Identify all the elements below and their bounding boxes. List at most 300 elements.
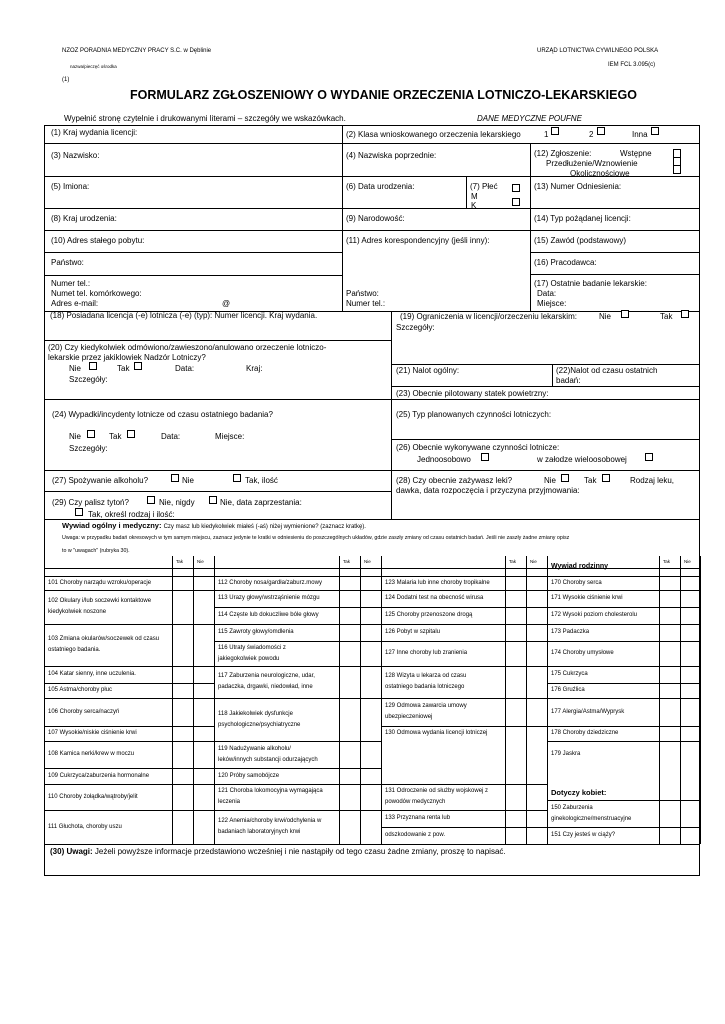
history-item-col2-3 (218, 627, 294, 638)
class2-checkbox[interactable] (597, 127, 605, 135)
licences-held-label: (18) Posiadana licencja (-e) lotnicza (-e) (typ): Numer licencji. Kraj wydania. (50, 311, 318, 320)
history-tak-checkbox[interactable] (660, 801, 679, 826)
country-of-birth-label: (8) Kraj urodzenia: (51, 214, 117, 223)
history-item-text: 112 Choroby nosa/gardła/zaburz.mowy (218, 579, 322, 586)
history-item-col1-1 (48, 596, 151, 618)
history-nie-checkbox[interactable] (681, 801, 700, 826)
history-nie-checkbox[interactable] (194, 625, 213, 665)
tobacco-stopped-checkbox[interactable] (209, 496, 217, 504)
history-item-col4-11 (551, 830, 615, 841)
col4-yes-header: Tak (663, 559, 671, 564)
history-nie-checkbox[interactable] (361, 608, 380, 623)
phone2-label: Numer tel.: (346, 299, 386, 308)
history-nie-checkbox[interactable] (681, 591, 700, 606)
col3-yes-header: Tak (509, 559, 517, 564)
history-item-col2-9 (218, 786, 323, 808)
history-item-text: 107 Wysokie/niskie ciśnienie krwi (48, 730, 137, 736)
instruction-text: Wypełnić stronę czytelnie i drukowanymi literami – szczegóły we wskazówkach. (64, 114, 346, 123)
tobacco-never-label: Nie, nigdy (159, 498, 195, 507)
denied-country-label: Kraj: (246, 364, 263, 373)
history-item-col2-0 (218, 578, 322, 589)
history-tak-checkbox[interactable] (340, 785, 359, 809)
history-nie-checkbox[interactable] (527, 667, 546, 697)
history-tak-checkbox[interactable] (660, 742, 679, 767)
history-item-text: 114 Częste lub dokuczliwe bóle głowy (218, 612, 319, 618)
history-item-col1-9 (48, 792, 138, 803)
medication-no-label: Nie (544, 476, 557, 485)
history-item-col3-10 (385, 830, 445, 841)
col1-no-header: Nie (197, 559, 204, 564)
history-tak-checkbox[interactable] (660, 591, 679, 606)
surname-label: (3) Nazwisko: (51, 151, 100, 160)
history-nie-checkbox[interactable] (194, 667, 213, 682)
history-item-col3-5 (385, 671, 466, 693)
email-label: Adres e-mail: (51, 299, 99, 308)
history-tak-checkbox[interactable] (340, 625, 359, 640)
accidents-yes-checkbox[interactable] (127, 430, 135, 438)
sex-male-label: M (471, 192, 478, 201)
history-item-col4-4 (551, 648, 614, 659)
history-nie-checkbox[interactable] (527, 785, 546, 809)
history-item-col2-8 (218, 771, 279, 782)
tobacco-never-checkbox[interactable] (147, 496, 155, 504)
current-flying-label: (26) Obecnie wykonywane czynności lotnicze: (396, 443, 560, 452)
form-title: FORMULARZ ZGŁOSZENIOWY O WYDANIE ORZECZENIA LOTNICZO-LEKARSKIEGO (130, 88, 637, 102)
history-item-col1-0 (48, 578, 151, 589)
history-note: Uwaga: w przypadku badań okresowych w tym samym miejscu, zaznacz jedynie te kratki w odniesieniu do poszczególnych układów, gdzie zaszły zmiany od czasu ostatnich badań. Jeśli nie zaszły żadne zmiany opisz (62, 535, 570, 541)
flight-time-since-label-2: badań: (556, 376, 581, 385)
application-type-label: (12) Zgłoszenie: (534, 149, 592, 158)
history-item-col3-1 (385, 593, 483, 604)
history-item-col1-8 (48, 771, 149, 782)
history-item-text: 119 Nadużywanie alkoholu/ (218, 745, 291, 752)
history-item-text: padaczka, drgawki, niedowład, inne (218, 684, 313, 690)
limitations-no-checkbox[interactable] (621, 310, 629, 318)
history-tak-checkbox[interactable] (340, 642, 359, 665)
flight-time-since-label: (22)Nalot od czasu ostatnich (556, 366, 658, 375)
history-item-col3-6 (385, 701, 467, 723)
history-item-text: 103 Zmiana okularów/soczewek od czasu (48, 636, 160, 642)
history-item-col4-9 (551, 749, 580, 760)
history-tak-checkbox[interactable] (173, 667, 192, 682)
previous-surnames-label: (4) Nazwiska poprzednie: (346, 151, 437, 160)
aircraft-flown-label: (23) Obecnie pilotowany statek powietrzny: (396, 389, 549, 398)
history-nie-checkbox[interactable] (194, 727, 213, 740)
history-tak-checkbox[interactable] (506, 727, 525, 740)
accidents-label: (24) Wypadki/incydenty lotnicze od czasu ostatniego badania? (52, 410, 273, 419)
women-heading: Dotyczy kobiet: (551, 788, 607, 797)
history-item-col1-2 (48, 634, 159, 656)
col1-yes-header: Tak (176, 559, 184, 564)
history-item-col1-5 (48, 707, 119, 718)
history-item-text: ubezpieczeniowej (385, 714, 433, 720)
history-nie-checkbox[interactable] (361, 811, 380, 843)
date-of-birth-label: (6) Data urodzenia: (346, 182, 415, 191)
authority-name: URZĄD LOTNICTWA CYWILNEGO POLSKA (537, 48, 659, 54)
history-tak-checkbox[interactable] (173, 742, 192, 767)
history-nie-checkbox[interactable] (681, 667, 700, 682)
history-item-text: 113 Urazy głowy/wstrząśnienie mózgu (218, 595, 320, 601)
accidents-no-label: Nie (69, 432, 82, 441)
history-nie-checkbox[interactable] (681, 642, 700, 665)
history-nie-checkbox[interactable] (681, 608, 700, 623)
history-item-col2-7 (218, 744, 318, 766)
history-item-text: 130 Odmowa wydania licencji lotniczej (385, 730, 488, 736)
history-nie-checkbox[interactable] (527, 727, 546, 740)
history-heading: Wywiad ogólny i medyczny: (62, 521, 162, 530)
history-tak-checkbox[interactable] (173, 769, 192, 783)
history-item-col3-9 (385, 813, 450, 824)
history-item-text: 127 Inne choroby lub zranienia (385, 650, 468, 656)
history-nie-checkbox[interactable] (361, 591, 380, 606)
history-item-text: 117 Zaburzenia neurologiczne, udar, (218, 673, 315, 679)
alcohol-no-checkbox[interactable] (171, 474, 179, 482)
history-item-col4-1 (551, 593, 623, 604)
class-other-label: Inna (632, 130, 648, 139)
history-nie-checkbox[interactable] (194, 684, 213, 697)
history-nie-checkbox[interactable] (681, 699, 700, 725)
history-item-col1-10 (48, 822, 122, 833)
history-item-col2-4 (218, 643, 286, 665)
history-item-text: 129 Odmowa zawarcia umowy (385, 703, 467, 709)
tobacco-yes-label: Tak, określ rodzaj i ilość: (88, 510, 175, 519)
history-nie-checkbox[interactable] (361, 625, 380, 640)
page-mark: (1) (62, 77, 70, 83)
history-item-text: 175 Cukrzyca (551, 671, 588, 677)
history-tak-checkbox[interactable] (173, 625, 192, 665)
country-label: Państwo: (51, 258, 84, 267)
history-tak-checkbox[interactable] (660, 684, 679, 697)
col4-no-header: Nie (684, 559, 691, 564)
last-exam-date-label: Data: (537, 289, 557, 298)
sex-label: (7) Płeć (470, 182, 498, 191)
history-nie-checkbox[interactable] (361, 785, 380, 809)
country-of-licence-label: (1) Kraj wydania licencji: (51, 128, 138, 137)
tobacco-yes-checkbox[interactable] (75, 508, 83, 516)
sex-male-checkbox[interactable] (512, 184, 520, 192)
history-note-2: to w "uwagach" (rubryka 30). (62, 548, 130, 554)
medication-no-checkbox[interactable] (561, 474, 569, 482)
history-item-text: 124 Dodatni test na obecność wirusa (385, 595, 484, 601)
history-item-col4-5 (551, 669, 588, 680)
history-item-text: 125 Choroby przenoszone drogą (385, 612, 473, 618)
history-item-text: 118 Jakiekolwiek dysfunkcje (218, 710, 293, 717)
history-item-col1-4 (48, 685, 112, 696)
history-item-text: 126 Pobyt w szpitalu (385, 629, 441, 635)
multi-pilot-label: w załodze wieloosobowej (537, 455, 627, 464)
remarks-number: (30) Uwagi: (50, 847, 93, 856)
history-tak-checkbox[interactable] (340, 699, 359, 740)
last-exam-place-label: Miejsce: (537, 299, 567, 308)
history-item-col4-8 (551, 728, 618, 739)
history-item-text: 170 Choroby serca (551, 579, 602, 586)
class2-label: 2 (589, 130, 594, 139)
history-tak-checkbox[interactable] (506, 699, 525, 725)
history-nie-checkbox[interactable] (527, 828, 546, 843)
total-flight-time-label: (21) Nalot ogólny: (396, 366, 460, 375)
history-item-text: leków/innych substancji odurzających (218, 756, 318, 763)
history-item-col3-3 (385, 627, 440, 638)
history-nie-checkbox[interactable] (194, 785, 213, 809)
history-item-text: 176 Gruźlica (551, 687, 585, 693)
history-tak-checkbox[interactable] (660, 577, 679, 589)
history-item-col3-0 (385, 578, 490, 589)
history-tak-checkbox[interactable] (506, 828, 525, 843)
multi-pilot-checkbox[interactable] (645, 453, 653, 461)
history-item-col2-5 (218, 671, 315, 693)
postal-address-label: (11) Adres korespondencyjny (jeśli inny): (346, 236, 490, 245)
denied-certificate-label-2: lekarskie przez jakiklowiek Nadzór Lotniczy? (48, 353, 206, 362)
reference-number-label: (13) Numer Odniesienia: (534, 182, 622, 191)
history-item-text: 123 Malaria lub inne choroby tropikalne (385, 579, 490, 586)
history-nie-checkbox[interactable] (361, 742, 380, 767)
history-nie-checkbox[interactable] (527, 642, 546, 665)
history-nie-checkbox[interactable] (681, 625, 700, 640)
history-tak-checkbox[interactable] (340, 667, 359, 697)
history-item-text: leczenia (218, 799, 241, 805)
renewal-label: Przedłużenie/Wznowienie (546, 159, 638, 168)
medication-yes-checkbox[interactable] (602, 474, 610, 482)
history-tak-checkbox[interactable] (660, 828, 679, 843)
history-tak-checkbox[interactable] (173, 811, 192, 843)
history-item-col4-6 (551, 685, 585, 696)
accidents-date-label: Data: (161, 432, 181, 441)
history-item-col2-10 (218, 816, 321, 838)
sex-female-label: K (471, 201, 477, 210)
history-item-col3-8 (385, 786, 488, 808)
accidents-details-label: Szczegóły: (69, 444, 108, 453)
history-nie-checkbox[interactable] (361, 577, 380, 589)
history-item-text: 122 Anemia/choroby krwi/odchylenia w (218, 818, 322, 824)
history-tak-checkbox[interactable] (506, 811, 525, 826)
history-item-text: kiedykolwiek noszone (48, 609, 107, 615)
history-tak-checkbox[interactable] (506, 785, 525, 809)
accidents-place-label: Miejsce: (215, 432, 245, 441)
col3-no-header: Nie (530, 559, 537, 564)
certificate-class-label: (2) Klasa wnioskowanego orzeczenia lekarskiego (346, 130, 521, 139)
history-item-text: ostatniego badania lotniczego (385, 684, 465, 690)
denied-no-label: Nie (69, 364, 82, 373)
history-item-text: 106 Choroby serca/naczyń (48, 708, 120, 715)
history-nie-checkbox[interactable] (527, 608, 546, 623)
history-nie-checkbox[interactable] (527, 699, 546, 725)
history-tak-checkbox[interactable] (340, 608, 359, 623)
medication-type-label: Rodzaj leku, (630, 476, 675, 485)
initial-label: Wstępne (620, 149, 652, 158)
limitations-no-label: Nie (599, 312, 612, 321)
accidents-yes-label: Tak (109, 432, 122, 441)
history-item-col2-2 (218, 610, 319, 621)
history-nie-checkbox[interactable] (361, 769, 380, 783)
history-item-text: 108 Kamica nerki/krew w moczu (48, 751, 135, 757)
history-nie-checkbox[interactable] (681, 742, 700, 767)
history-heading-line (62, 521, 366, 530)
history-tak-checkbox[interactable] (506, 625, 525, 640)
history-tak-checkbox[interactable] (660, 727, 679, 740)
history-nie-checkbox[interactable] (361, 642, 380, 665)
clinic-name: NZOZ PORADNIA MEDYCZNY PRACY S.C. w Dęblinie (62, 48, 212, 54)
limitations-label: (19) Ograniczenia w licencji/orzeczeniu lekarskim: (400, 312, 577, 321)
history-item-col2-6 (218, 709, 300, 731)
history-tak-checkbox[interactable] (660, 667, 679, 682)
denied-date-label: Data: (175, 364, 195, 373)
history-tak-checkbox[interactable] (506, 577, 525, 589)
history-item-text: 179 Jaskra (551, 751, 581, 757)
history-heading-note: Czy masz lub kiedykolwiek miałeś (-aś) niżej wymienione? (zaznacz kratkę). (163, 524, 366, 530)
history-tak-checkbox[interactable] (340, 742, 359, 767)
history-item-text: ginekologiczne/menstruacyjne (551, 815, 632, 822)
history-item-text: 150 Zaburzenia (551, 804, 593, 811)
history-item-text: 133 Przyznana renta lub (385, 815, 451, 821)
history-tak-checkbox[interactable] (660, 642, 679, 665)
employer-label: (16) Pracodawca: (534, 258, 597, 267)
medication-label: (28) Czy obecnie zażywasz leki? (396, 476, 513, 485)
limitations-yes-checkbox[interactable] (681, 310, 689, 318)
history-tak-checkbox[interactable] (340, 577, 359, 589)
occasional-label: Okolicznościowe (570, 169, 630, 178)
history-tak-checkbox[interactable] (660, 625, 679, 640)
accidents-no-checkbox[interactable] (87, 430, 95, 438)
history-nie-checkbox[interactable] (527, 625, 546, 640)
history-item-col4-0 (551, 578, 602, 589)
denied-yes-checkbox[interactable] (134, 362, 142, 370)
history-tak-checkbox[interactable] (506, 608, 525, 623)
history-item-text: 128 Wizyta u lekarza od czasu (385, 673, 467, 679)
history-item-col4-7 (551, 707, 624, 718)
denied-yes-label: Tak (117, 364, 130, 373)
history-item-text: 151 Czy jesteś w ciąży? (551, 832, 616, 838)
single-pilot-label: Jednoosobowo (417, 455, 471, 464)
family-history-heading: Wywiad rodzinny (551, 563, 609, 570)
history-nie-checkbox[interactable] (194, 742, 213, 767)
history-item-text: 177 Alergia/Astma/Wyprysk (551, 708, 625, 715)
history-item-text: 115 Zawroty głowy/omdlenia (218, 629, 294, 635)
limitations-details-label: Szczegóły: (396, 323, 435, 332)
medication-yes-label: Tak (584, 476, 597, 485)
history-item-text: 173 Padaczka (551, 629, 590, 635)
history-nie-checkbox[interactable] (527, 811, 546, 826)
history-item-col2-1 (218, 593, 320, 604)
history-item-col4-2 (551, 610, 637, 621)
history-tak-checkbox[interactable] (173, 684, 192, 697)
history-nie-checkbox[interactable] (194, 699, 213, 725)
class-other-checkbox[interactable] (651, 127, 659, 135)
nationality-label: (9) Narodowość: (346, 214, 405, 223)
history-item-text: ostatniego badania. (48, 647, 101, 653)
tobacco-stopped-label: Nie, data zaprzestania: (220, 498, 302, 507)
history-nie-checkbox[interactable] (194, 811, 213, 843)
history-item-text: 109 Cukrzyca/zaburzenia hormonalne (48, 772, 150, 779)
history-item-text: 171 Wysokie ciśnienie krwi (551, 595, 623, 601)
intended-flying-label: (25) Typ planowanych czynności lotniczych: (396, 410, 552, 419)
history-nie-checkbox[interactable] (527, 577, 546, 589)
history-item-col1-6 (48, 728, 137, 739)
history-item-text: psychologiczne/psychiatryczne (218, 721, 301, 728)
history-item-text: powodów medycznych (385, 799, 446, 805)
confidential-label: DANE MEDYCZNE POUFNE (477, 114, 582, 123)
country2-label: Państwo: (346, 289, 379, 298)
history-tak-checkbox[interactable] (173, 727, 192, 740)
single-pilot-checkbox[interactable] (481, 453, 489, 461)
history-item-text: 121 Choroba lokomocyjna wymagająca (218, 788, 323, 794)
tobacco-label: (29) Czy palisz tytoń? (52, 498, 129, 507)
history-nie-checkbox[interactable] (361, 699, 380, 740)
history-item-col3-7 (385, 728, 487, 739)
history-item-text: 131 Odroczenie od służby wojskowej z (385, 788, 489, 794)
form-code: IEM FCL 3.095(c) (608, 62, 656, 68)
history-tak-checkbox[interactable] (340, 591, 359, 606)
history-nie-checkbox[interactable] (681, 828, 700, 843)
denied-details-label: Szczegóły: (69, 375, 108, 384)
history-tak-checkbox[interactable] (340, 769, 359, 783)
history-item-text: 102 Okulary i/lub soczewki kontaktowe (48, 598, 152, 604)
history-tak-checkbox[interactable] (506, 591, 525, 606)
history-item-col3-2 (385, 610, 472, 621)
alcohol-yes-checkbox[interactable] (233, 474, 241, 482)
history-tak-checkbox[interactable] (506, 667, 525, 697)
class1-checkbox[interactable] (551, 127, 559, 135)
history-tak-checkbox[interactable] (173, 785, 192, 809)
history-tak-checkbox[interactable] (173, 577, 192, 589)
history-tak-checkbox[interactable] (660, 699, 679, 725)
alcohol-label: (27) Spożywanie alkoholu? (52, 476, 149, 485)
occasional-checkbox[interactable] (673, 165, 681, 174)
history-nie-checkbox[interactable] (194, 769, 213, 783)
history-tak-checkbox[interactable] (173, 591, 192, 623)
at-sign: @ (222, 299, 231, 308)
history-item-text: 172 Wysoki poziom cholesterolu (551, 612, 637, 618)
history-nie-checkbox[interactable] (194, 577, 213, 589)
class1-label: 1 (544, 130, 549, 139)
history-tak-checkbox[interactable] (340, 811, 359, 843)
history-nie-checkbox[interactable] (527, 591, 546, 606)
history-nie-checkbox[interactable] (681, 684, 700, 697)
denied-certificate-label: (20) Czy kiedykolwiek odmówiono/zawieszono/anulowano orzeczenie lotniczo- (48, 343, 327, 352)
history-item-col3-4 (385, 648, 467, 659)
history-item-text: 105 Astma/choroby płuc (48, 687, 113, 693)
history-item-col1-3 (48, 669, 136, 680)
history-item-col4-10 (551, 803, 631, 825)
first-names-label: (5) Imiona: (51, 182, 90, 191)
sex-female-checkbox[interactable] (512, 198, 520, 206)
history-item-text: 174 Choroby umysłowe (551, 650, 614, 656)
history-item-text: 110 Choroby żołądka/wątroby/jelit (48, 793, 138, 800)
history-item-col1-7 (48, 749, 134, 760)
col2-no-header: Nie (364, 559, 371, 564)
history-nie-checkbox[interactable] (681, 577, 700, 589)
remarks-text: Jeżeli powyższe informacje przedstawiono wcześniej i nie nastąpiły od tego czasu żadne zmiany, proszę to napisać. (94, 847, 506, 856)
history-nie-checkbox[interactable] (681, 727, 700, 740)
history-tak-checkbox[interactable] (506, 642, 525, 665)
history-item-text: 178 Choroby dziedziczne (551, 730, 619, 736)
licence-type-label: (14) Typ pożądanej licencji: (534, 214, 631, 223)
history-nie-checkbox[interactable] (194, 591, 213, 623)
history-tak-checkbox[interactable] (660, 608, 679, 623)
limitations-yes-label: Tak (660, 312, 673, 321)
history-item-text: 111 Głuchota, choroby uszu (48, 823, 122, 830)
history-item-text: 116 Utraty świadomości z (218, 644, 286, 651)
col2-yes-header: Tak (343, 559, 351, 564)
history-tak-checkbox[interactable] (173, 699, 192, 725)
history-item-text: 104 Katar sienny, inne uczulenia. (48, 671, 136, 677)
history-item-text: odszkodowanie z pow. (385, 832, 446, 838)
occupation-label: (15) Zawód (podstawowy) (534, 236, 627, 245)
phone-label: Numer tel.: (51, 279, 91, 288)
last-exam-label: (17) Ostatnie badanie lekarskie: (534, 279, 647, 288)
denied-no-checkbox[interactable] (89, 362, 97, 370)
medication-dose-label: dawka, data rozpoczęcia i przyczyna przyjmowania: (396, 486, 580, 495)
history-nie-checkbox[interactable] (361, 667, 380, 697)
